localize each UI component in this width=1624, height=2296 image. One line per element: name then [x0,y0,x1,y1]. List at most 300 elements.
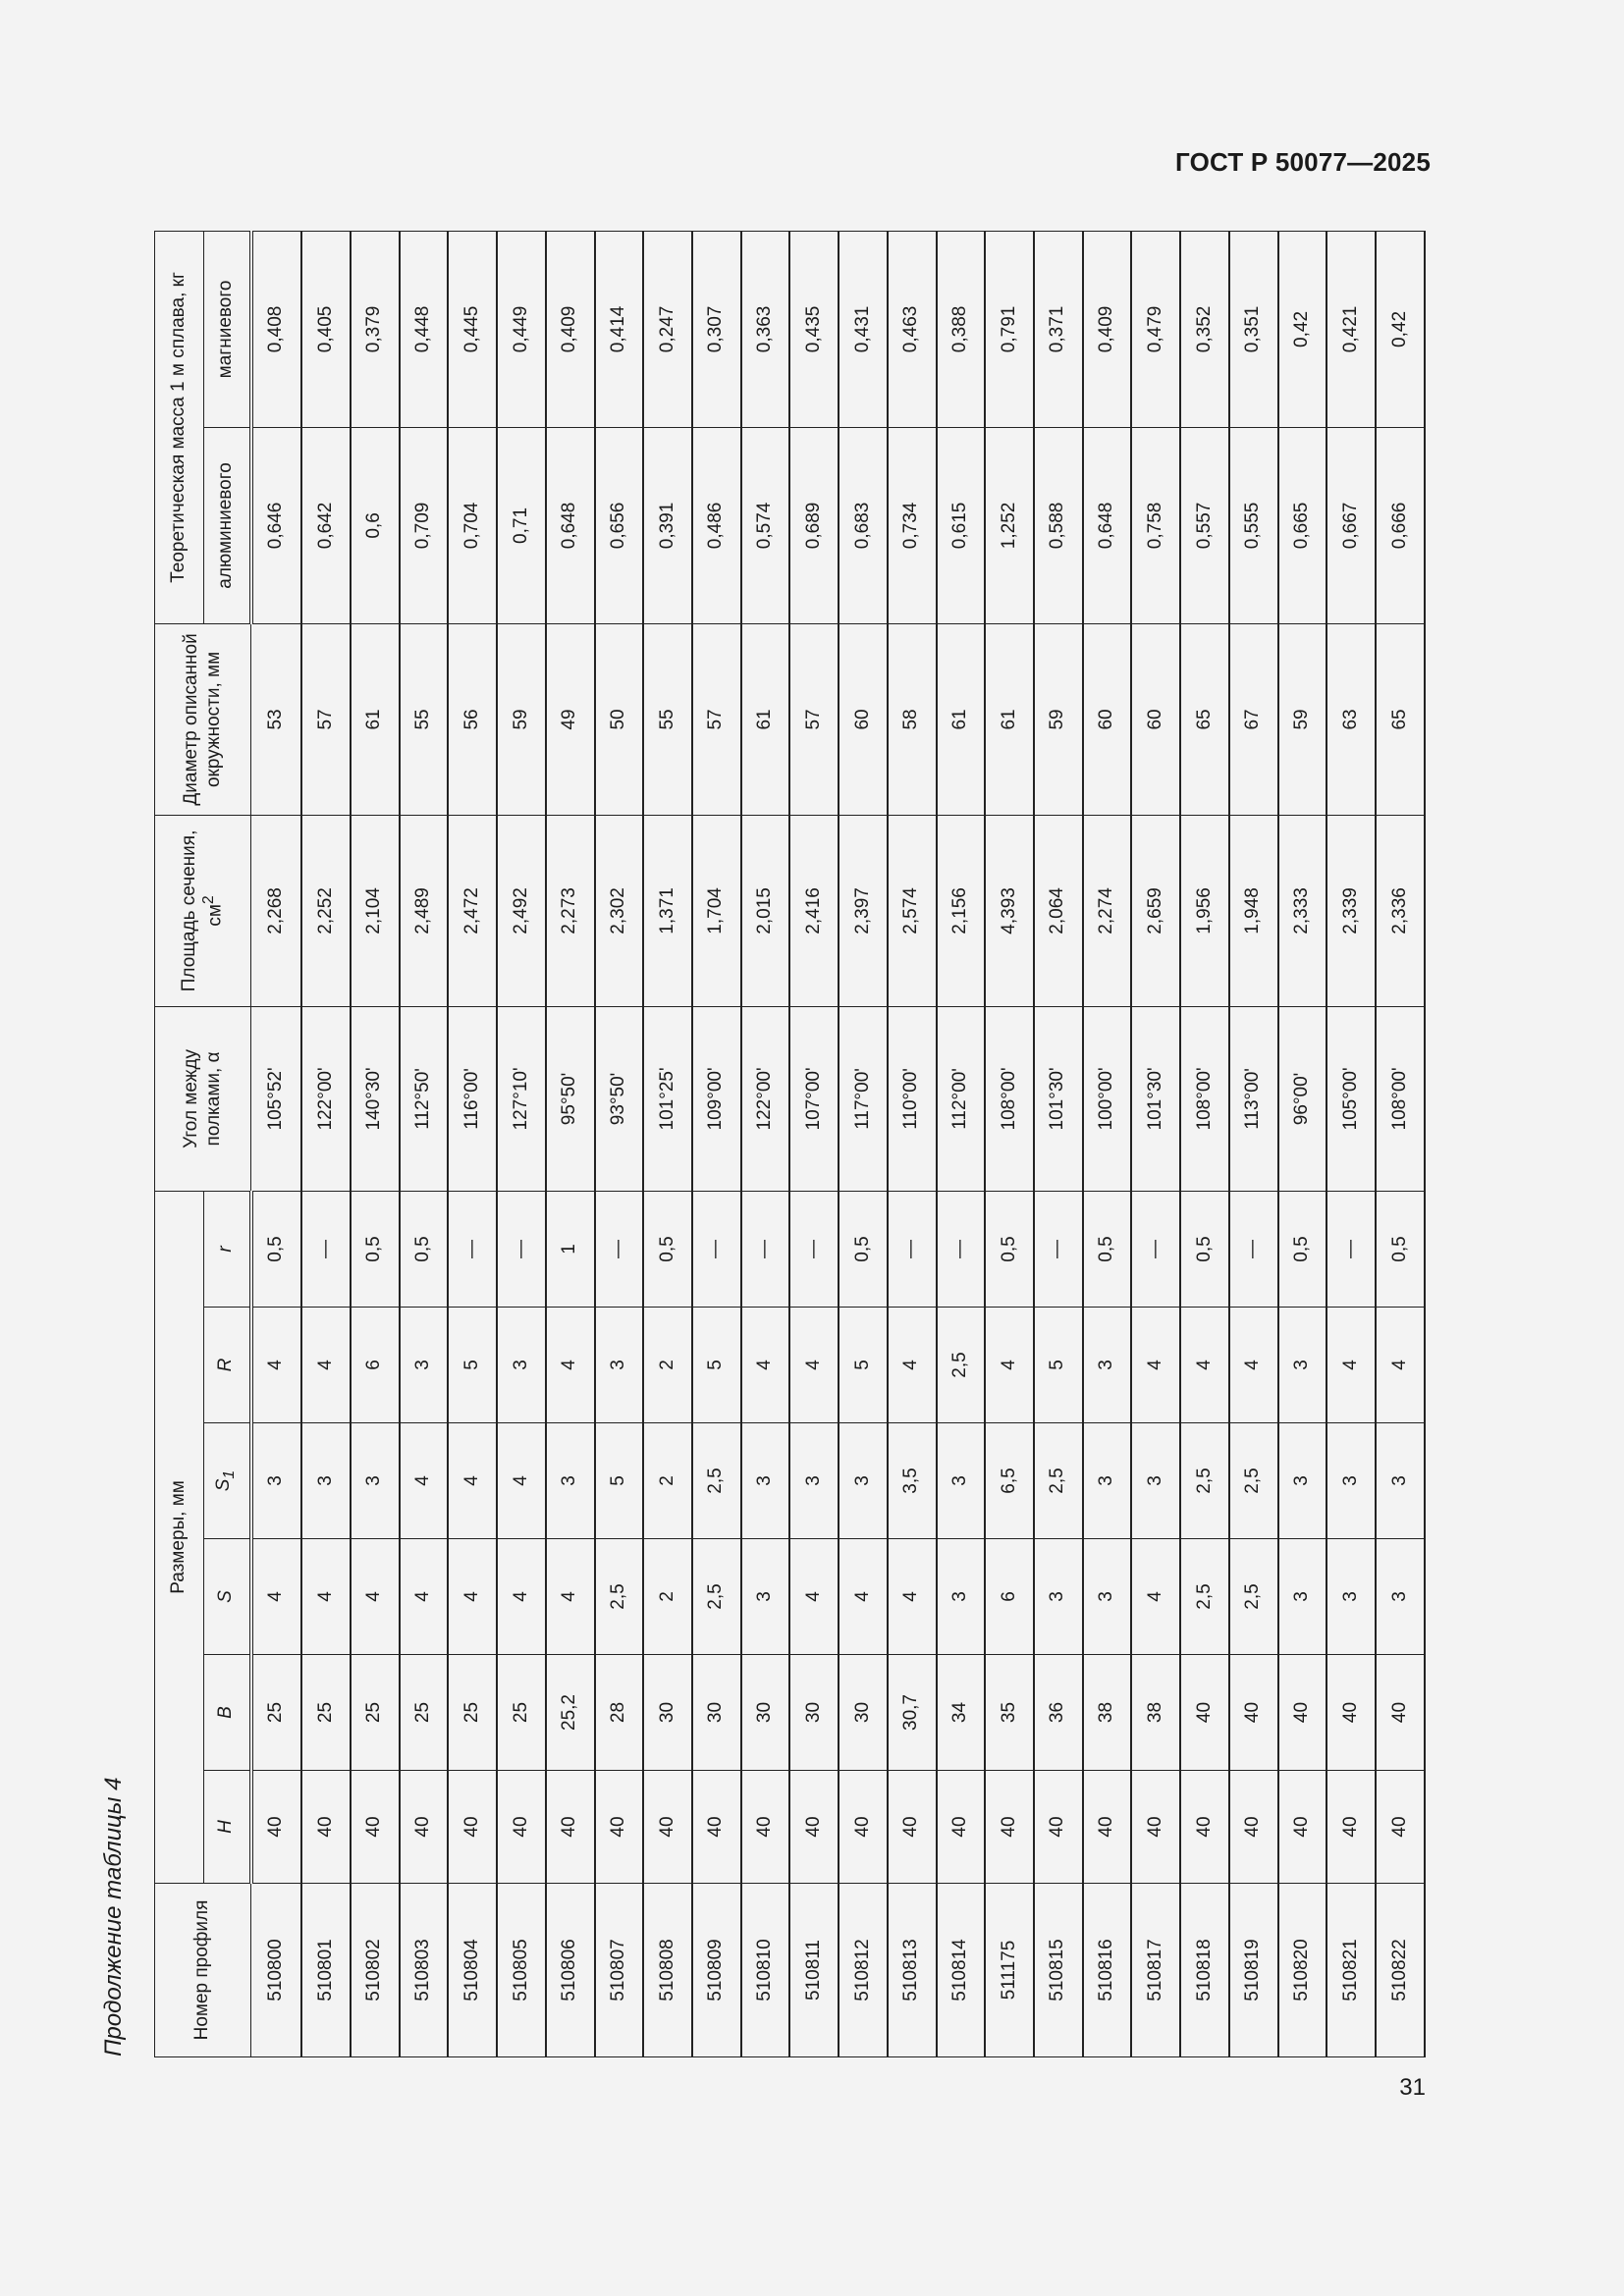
cell-B: 25 [251,1655,302,1771]
table-row [301,231,351,2056]
cell-S: 4 [448,1539,497,1655]
cell-S1: 3 [1376,1423,1425,1539]
cell-R: 2 [643,1308,692,1423]
cell-S1: 2,5 [1034,1423,1083,1539]
cell-mass-aluminum: 0,588 [1034,427,1083,623]
cell-diameter: 61 [985,623,1034,815]
cell-diameter: 57 [789,623,839,815]
cell-B: 30 [789,1655,839,1771]
cell-H: 40 [1131,1771,1180,1884]
cell-S1: 3 [1326,1423,1376,1539]
cell-diameter: 57 [692,623,741,815]
cell-B: 35 [985,1655,1034,1771]
cell-area: 2,659 [1131,815,1180,1006]
cell-H: 40 [1180,1771,1229,1884]
cell-mass-aluminum: 0,648 [546,427,595,623]
table-row [839,231,888,2056]
cell-angle: 95°50' [546,1006,595,1191]
cell-mass-aluminum: 0,704 [448,427,497,623]
table-row [985,231,1034,2056]
cell-r: — [448,1191,497,1307]
cell-S1: 3 [251,1423,302,1539]
table-row [1034,231,1083,2056]
cell-mass-magnesium: 0,247 [643,231,692,427]
cell-angle: 108°00' [1376,1006,1425,1191]
cell-B: 40 [1180,1655,1229,1771]
cell-diameter: 56 [448,623,497,815]
cell-r: — [692,1191,741,1307]
cell-R: 4 [1376,1308,1425,1423]
cell-area: 2,015 [741,815,790,1006]
cell-diameter: 59 [1278,623,1327,815]
cell-H: 40 [497,1771,546,1884]
cell-S1: 3 [937,1423,986,1539]
cell-R: 4 [741,1308,790,1423]
cell-diameter: 55 [643,623,692,815]
cell-r: 0,5 [1278,1191,1327,1307]
cell-r: 0,5 [351,1191,400,1307]
cell-B: 40 [1229,1655,1278,1771]
header-r: r [204,1191,251,1307]
header-area-superscript: 2 [200,895,218,905]
cell-diameter: 65 [1376,623,1425,815]
cell-R: 5 [448,1308,497,1423]
cell-mass-magnesium: 0,409 [1083,231,1132,427]
cell-S1: 3 [741,1423,790,1539]
cell-H: 40 [301,1771,351,1884]
cell-r: 0,5 [400,1191,449,1307]
cell-H: 40 [351,1771,400,1884]
cell-area: 2,268 [251,815,302,1006]
cell-S1: 5 [595,1423,644,1539]
cell-angle: 140°30' [351,1006,400,1191]
cell-H: 40 [643,1771,692,1884]
cell-mass-magnesium: 0,405 [301,231,351,427]
cell-diameter: 55 [400,623,449,815]
cell-diameter: 60 [1083,623,1132,815]
cell-S: 3 [937,1539,986,1655]
cell-diameter: 49 [546,623,595,815]
cell-S: 4 [351,1539,400,1655]
cell-profile-number: 510808 [643,1884,692,2057]
cell-area: 2,302 [595,815,644,1006]
cell-S1: 3 [301,1423,351,1539]
table-row [888,231,937,2056]
cell-S1: 3 [1083,1423,1132,1539]
cell-area: 1,704 [692,815,741,1006]
cell-S: 4 [546,1539,595,1655]
cell-H: 40 [1083,1771,1132,1884]
table-body [251,231,1426,2056]
table-row [789,231,839,2056]
header-S1 [204,1423,251,1539]
cell-S: 4 [839,1539,888,1655]
cell-R: 4 [1180,1308,1229,1423]
cell-angle: 108°00' [985,1006,1034,1191]
cell-H: 40 [1326,1771,1376,1884]
cell-H: 40 [448,1771,497,1884]
cell-mass-magnesium: 0,363 [741,231,790,427]
header-mass: Теоретическая масса 1 м сплава, кг [155,231,204,623]
cell-mass-magnesium: 0,371 [1034,231,1083,427]
profile-table [154,231,1426,2057]
cell-diameter: 59 [497,623,546,815]
table-row [937,231,986,2056]
cell-r: 0,5 [251,1191,302,1307]
cell-profile-number: 510806 [546,1884,595,2057]
cell-area: 2,492 [497,815,546,1006]
cell-S: 4 [301,1539,351,1655]
cell-angle: 93°50' [595,1006,644,1191]
cell-R: 4 [985,1308,1034,1423]
cell-angle: 107°00' [789,1006,839,1191]
header-area [155,815,251,1006]
cell-r: — [1229,1191,1278,1307]
cell-mass-aluminum: 0,758 [1131,427,1180,623]
cell-r: — [301,1191,351,1307]
cell-R: 2,5 [937,1308,986,1423]
cell-mass-aluminum: 0,689 [789,427,839,623]
cell-profile-number: 510815 [1034,1884,1083,2057]
cell-r: — [937,1191,986,1307]
cell-diameter: 65 [1180,623,1229,815]
cell-angle: 96°00' [1278,1006,1327,1191]
cell-mass-aluminum: 0,656 [595,427,644,623]
header-S1-label: S [213,1478,235,1492]
table-row [1278,231,1327,2056]
cell-B: 25 [400,1655,449,1771]
cell-S1: 4 [448,1423,497,1539]
cell-mass-aluminum: 0,646 [251,427,302,623]
cell-B: 30 [741,1655,790,1771]
header-R: R [204,1308,251,1423]
cell-angle: 101°30' [1034,1006,1083,1191]
cell-profile-number: 511175 [985,1884,1034,2057]
table-row [546,231,595,2056]
cell-mass-magnesium: 0,408 [251,231,302,427]
cell-r: 0,5 [1376,1191,1425,1307]
cell-area: 2,574 [888,815,937,1006]
cell-r: — [888,1191,937,1307]
cell-angle: 113°00' [1229,1006,1278,1191]
cell-B: 38 [1083,1655,1132,1771]
cell-area: 2,274 [1083,815,1132,1006]
cell-H: 40 [839,1771,888,1884]
cell-R: 4 [251,1308,302,1423]
cell-r: — [789,1191,839,1307]
cell-H: 40 [1278,1771,1327,1884]
cell-angle: 122°00' [741,1006,790,1191]
cell-diameter: 61 [741,623,790,815]
cell-S: 3 [1034,1539,1083,1655]
cell-S: 6 [985,1539,1034,1655]
cell-profile-number: 510807 [595,1884,644,2057]
cell-r: 0,5 [985,1191,1034,1307]
cell-area: 2,156 [937,815,986,1006]
cell-B: 30 [692,1655,741,1771]
table-row [1229,231,1278,2056]
cell-mass-aluminum: 0,734 [888,427,937,623]
cell-mass-magnesium: 0,421 [1326,231,1376,427]
header-profile-number: Номер профиля [155,1884,251,2057]
cell-S1: 2,5 [1180,1423,1229,1539]
cell-R: 4 [1229,1308,1278,1423]
cell-B: 25,2 [546,1655,595,1771]
cell-angle: 117°00' [839,1006,888,1191]
header-S: S [204,1539,251,1655]
cell-diameter: 57 [301,623,351,815]
cell-S1: 3 [789,1423,839,1539]
cell-mass-magnesium: 0,463 [888,231,937,427]
cell-mass-aluminum: 0,555 [1229,427,1278,623]
cell-R: 3 [1278,1308,1327,1423]
cell-S: 2,5 [1180,1539,1229,1655]
cell-mass-aluminum: 0,648 [1083,427,1132,623]
cell-S1: 2,5 [1229,1423,1278,1539]
cell-R: 4 [546,1308,595,1423]
cell-profile-number: 510821 [1326,1884,1376,2057]
cell-R: 3 [497,1308,546,1423]
cell-R: 4 [301,1308,351,1423]
cell-S: 2,5 [595,1539,644,1655]
table-row [251,231,302,2056]
rotated-table-container [154,232,1426,2057]
table-row [1083,231,1132,2056]
cell-mass-aluminum: 0,71 [497,427,546,623]
cell-area: 2,104 [351,815,400,1006]
cell-B: 40 [1278,1655,1327,1771]
cell-S1: 3,5 [888,1423,937,1539]
cell-profile-number: 510803 [400,1884,449,2057]
table-row [448,231,497,2056]
header-S1-subscript: 1 [221,1469,239,1479]
cell-profile-number: 510816 [1083,1884,1132,2057]
cell-profile-number: 510801 [301,1884,351,2057]
cell-S1: 4 [400,1423,449,1539]
cell-B: 25 [448,1655,497,1771]
cell-B: 30,7 [888,1655,937,1771]
cell-H: 40 [888,1771,937,1884]
cell-profile-number: 510804 [448,1884,497,2057]
cell-r: 0,5 [643,1191,692,1307]
cell-angle: 112°50' [400,1006,449,1191]
cell-S: 4 [400,1539,449,1655]
cell-mass-aluminum: 0,486 [692,427,741,623]
cell-S1: 3 [839,1423,888,1539]
cell-r: 1 [546,1191,595,1307]
cell-area: 1,956 [1180,815,1229,1006]
cell-R: 5 [1034,1308,1083,1423]
cell-mass-aluminum: 0,665 [1278,427,1327,623]
cell-S: 4 [1131,1539,1180,1655]
cell-mass-magnesium: 0,791 [985,231,1034,427]
cell-profile-number: 510810 [741,1884,790,2057]
cell-R: 5 [692,1308,741,1423]
cell-mass-magnesium: 0,445 [448,231,497,427]
cell-profile-number: 510811 [789,1884,839,2057]
cell-angle: 112°00' [937,1006,986,1191]
header-diameter: Диаметр описанной окружности, мм [155,623,251,815]
cell-S: 3 [1326,1539,1376,1655]
cell-H: 40 [1229,1771,1278,1884]
cell-diameter: 67 [1229,623,1278,815]
cell-B: 36 [1034,1655,1083,1771]
table-row [400,231,449,2056]
cell-area: 1,948 [1229,815,1278,1006]
cell-S: 3 [1083,1539,1132,1655]
cell-angle: 101°25' [643,1006,692,1191]
cell-S1: 3 [351,1423,400,1539]
cell-angle: 101°30' [1131,1006,1180,1191]
cell-diameter: 60 [1131,623,1180,815]
cell-H: 40 [789,1771,839,1884]
cell-profile-number: 510802 [351,1884,400,2057]
cell-diameter: 60 [839,623,888,815]
cell-area: 2,472 [448,815,497,1006]
cell-B: 30 [643,1655,692,1771]
cell-mass-magnesium: 0,42 [1376,231,1425,427]
cell-H: 40 [741,1771,790,1884]
cell-mass-magnesium: 0,414 [595,231,644,427]
cell-area: 2,273 [546,815,595,1006]
cell-S: 4 [789,1539,839,1655]
cell-S: 2 [643,1539,692,1655]
table-caption: Продолжение таблицы 4 [100,1777,127,2056]
cell-H: 40 [400,1771,449,1884]
cell-S: 3 [1376,1539,1425,1655]
cell-angle: 116°00' [448,1006,497,1191]
cell-r: — [1131,1191,1180,1307]
header-angle: Угол между полками, α [155,1006,251,1191]
cell-mass-aluminum: 0,574 [741,427,790,623]
cell-r: — [741,1191,790,1307]
cell-B: 25 [301,1655,351,1771]
table-row [1376,231,1425,2056]
cell-B: 28 [595,1655,644,1771]
cell-S: 3 [1278,1539,1327,1655]
cell-S: 4 [497,1539,546,1655]
cell-mass-magnesium: 0,388 [937,231,986,427]
cell-H: 40 [1034,1771,1083,1884]
cell-mass-magnesium: 0,448 [400,231,449,427]
table-row [1326,231,1376,2056]
cell-diameter: 53 [251,623,302,815]
cell-area: 2,333 [1278,815,1327,1006]
cell-B: 34 [937,1655,986,1771]
cell-S: 2,5 [692,1539,741,1655]
cell-profile-number: 510817 [1131,1884,1180,2057]
cell-B: 38 [1131,1655,1180,1771]
cell-mass-magnesium: 0,42 [1278,231,1327,427]
cell-R: 4 [1131,1308,1180,1423]
cell-H: 40 [985,1771,1034,1884]
cell-mass-magnesium: 0,479 [1131,231,1180,427]
cell-diameter: 59 [1034,623,1083,815]
table-row [351,231,400,2056]
cell-angle: 110°00' [888,1006,937,1191]
cell-mass-aluminum: 0,666 [1376,427,1425,623]
cell-H: 40 [251,1771,302,1884]
cell-R: 4 [789,1308,839,1423]
cell-mass-magnesium: 0,379 [351,231,400,427]
cell-S1: 4 [497,1423,546,1539]
cell-mass-magnesium: 0,435 [789,231,839,427]
cell-profile-number: 510822 [1376,1884,1425,2057]
table-header [155,231,251,2056]
cell-R: 3 [400,1308,449,1423]
cell-area: 2,397 [839,815,888,1006]
cell-H: 40 [692,1771,741,1884]
cell-area: 2,489 [400,815,449,1006]
cell-r: 0,5 [1180,1191,1229,1307]
table-row [1131,231,1180,2056]
cell-area: 2,064 [1034,815,1083,1006]
cell-R: 3 [1083,1308,1132,1423]
cell-angle: 108°00' [1180,1006,1229,1191]
cell-mass-aluminum: 0,709 [400,427,449,623]
cell-mass-aluminum: 0,391 [643,427,692,623]
cell-profile-number: 510812 [839,1884,888,2057]
cell-mass-aluminum: 0,557 [1180,427,1229,623]
cell-area: 1,371 [643,815,692,1006]
cell-R: 5 [839,1308,888,1423]
cell-r: 0,5 [839,1191,888,1307]
cell-mass-aluminum: 0,642 [301,427,351,623]
cell-mass-aluminum: 1,252 [985,427,1034,623]
cell-diameter: 61 [937,623,986,815]
cell-r: 0,5 [1083,1191,1132,1307]
cell-H: 40 [1376,1771,1425,1884]
cell-mass-magnesium: 0,352 [1180,231,1229,427]
header-area-label: Площадь сечения, см [178,829,226,992]
cell-S1: 3 [1278,1423,1327,1539]
cell-r: — [595,1191,644,1307]
cell-R: 4 [888,1308,937,1423]
cell-r: — [497,1191,546,1307]
table-row [497,231,546,2056]
cell-profile-number: 510809 [692,1884,741,2057]
cell-r: — [1034,1191,1083,1307]
cell-mass-aluminum: 0,683 [839,427,888,623]
table-row [692,231,741,2056]
document-code: ГОСТ Р 50077—2025 [1175,147,1431,177]
cell-S: 4 [251,1539,302,1655]
cell-profile-number: 510813 [888,1884,937,2057]
cell-diameter: 61 [351,623,400,815]
cell-B: 30 [839,1655,888,1771]
cell-R: 6 [351,1308,400,1423]
cell-angle: 122°00' [301,1006,351,1191]
cell-mass-magnesium: 0,449 [497,231,546,427]
cell-B: 40 [1376,1655,1425,1771]
cell-H: 40 [595,1771,644,1884]
cell-S: 3 [741,1539,790,1655]
header-H: H [204,1771,251,1884]
cell-area: 2,339 [1326,815,1376,1006]
cell-S1: 2 [643,1423,692,1539]
cell-profile-number: 510819 [1229,1884,1278,2057]
cell-diameter: 63 [1326,623,1376,815]
cell-mass-aluminum: 0,667 [1326,427,1376,623]
cell-B: 25 [497,1655,546,1771]
header-magnesium: магниевого [204,231,251,427]
header-dimensions: Размеры, мм [155,1191,204,1883]
cell-mass-magnesium: 0,351 [1229,231,1278,427]
table-row [741,231,790,2056]
cell-area: 2,416 [789,815,839,1006]
header-aluminum: алюминиевого [204,427,251,623]
cell-profile-number: 510818 [1180,1884,1229,2057]
